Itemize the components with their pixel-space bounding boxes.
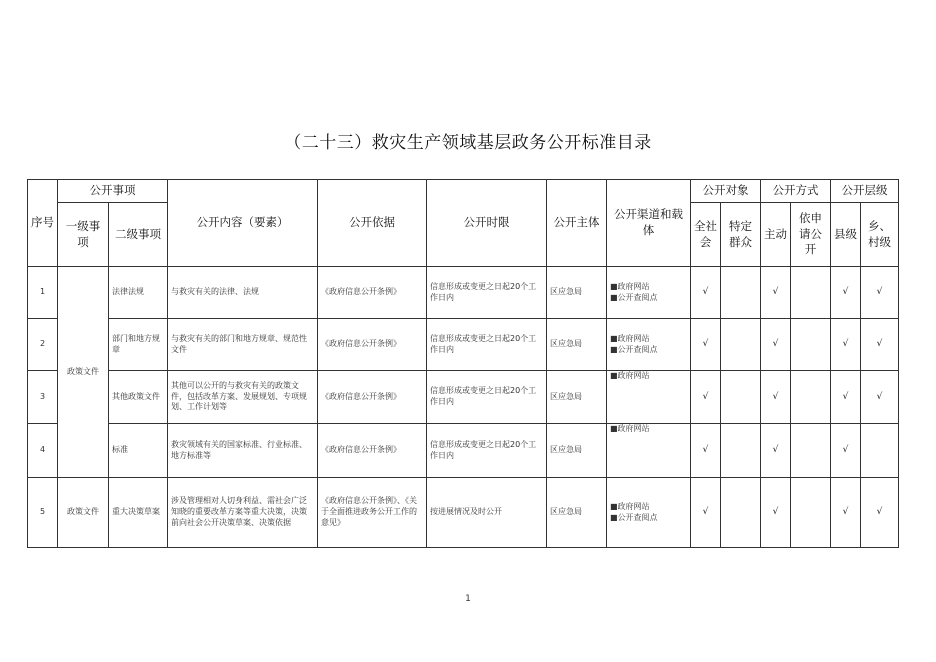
table-row	[28, 267, 899, 319]
channel-item: ■公开查阅点	[610, 512, 658, 522]
header-level-town: 乡、村级	[861, 203, 899, 267]
header-level-county: 县级	[831, 203, 861, 267]
channel-item: ■政府网站	[610, 501, 650, 511]
check-active: √	[761, 424, 791, 478]
level1-cell: 政策文件	[58, 267, 109, 478]
check-county: √	[831, 267, 861, 319]
header-level1: 一级事项	[58, 203, 109, 267]
check-apply	[791, 319, 831, 371]
page-number: 1	[465, 594, 471, 604]
check-specific	[721, 371, 761, 424]
channel-cell	[607, 319, 691, 371]
level2-cell: 部门和地方规章	[109, 319, 168, 371]
check-all: √	[691, 319, 721, 371]
basis-cell: 《政府信息公开条例》	[318, 424, 427, 478]
level1-cell: 政策文件	[58, 478, 109, 548]
check-specific	[721, 424, 761, 478]
time-limit-cell: 信息形成或变更之日起20个工作日内	[427, 424, 547, 478]
channel-cell	[607, 478, 691, 548]
content-cell: 救灾领域有关的国家标准、行业标准、地方标准等	[168, 424, 318, 478]
check-specific	[721, 267, 761, 319]
subject-cell: 区应急局	[547, 424, 607, 478]
subject-cell: 区应急局	[547, 267, 607, 319]
time-limit-cell: 按进展情况及时公开	[427, 478, 547, 548]
content-cell: 与救灾有关的法律、法规	[168, 267, 318, 319]
header-content: 公开内容（要素）	[168, 180, 318, 267]
time-limit-cell: 信息形成或变更之日起20个工作日内	[427, 319, 547, 371]
check-town: √	[861, 319, 899, 371]
basis-cell: 《政府信息公开条例》	[318, 267, 427, 319]
check-apply	[791, 424, 831, 478]
time-limit-cell: 信息形成或变更之日起20个工作日内	[427, 371, 547, 424]
table-row	[28, 424, 899, 478]
check-county: √	[831, 478, 861, 548]
channel-cell	[607, 267, 691, 319]
channel-item: ■政府网站	[610, 371, 650, 380]
check-all: √	[691, 267, 721, 319]
channel-item: ■公开查阅点	[610, 292, 658, 302]
row-number: 3	[28, 371, 58, 424]
catalog-table	[27, 179, 899, 548]
check-active: √	[761, 267, 791, 319]
header-basis: 公开依据	[318, 180, 427, 267]
channel-item: ■公开查阅点	[610, 344, 658, 354]
content-cell: 涉及管理相对人切身利益、需社会广泛知晓的重要改革方案等重大决策，决策前向社会公开决策草案、决策依据	[168, 478, 318, 548]
check-active: √	[761, 478, 791, 548]
basis-cell: 《政府信息公开条例》、《关于全面推进政务公开工作的意见》	[318, 478, 427, 548]
check-town: √	[861, 478, 899, 548]
check-specific	[721, 478, 761, 548]
table-row	[28, 371, 899, 424]
header-method-group: 公开方式	[761, 180, 831, 203]
level2-cell: 法律法规	[109, 267, 168, 319]
check-active: √	[761, 319, 791, 371]
row-number: 2	[28, 319, 58, 371]
header-target-specific: 特定群众	[721, 203, 761, 267]
check-town: √	[861, 371, 899, 424]
channel-item: ■政府网站	[610, 333, 650, 343]
header-method-active: 主动	[761, 203, 791, 267]
time-limit-cell: 信息形成或变更之日起20个工作日内	[427, 267, 547, 319]
check-all: √	[691, 478, 721, 548]
table-row	[28, 319, 899, 371]
content-cell: 其他可以公开的与救灾有关的政策文件，包括改革方案、发展规划、专项规划、工作计划等	[168, 371, 318, 424]
header-method-apply: 依申请公开	[791, 203, 831, 267]
basis-cell: 《政府信息公开条例》	[318, 319, 427, 371]
header-level-group: 公开层级	[831, 180, 899, 203]
check-active: √	[761, 371, 791, 424]
check-county: √	[831, 319, 861, 371]
check-all: √	[691, 371, 721, 424]
check-town: √	[861, 267, 899, 319]
level2-cell: 重大决策草案	[109, 478, 168, 548]
header-subject: 公开主体	[547, 180, 607, 267]
check-specific	[721, 319, 761, 371]
header-seq: 序号	[28, 180, 58, 267]
check-apply	[791, 371, 831, 424]
row-number: 4	[28, 424, 58, 478]
header-target-group: 公开对象	[691, 180, 761, 203]
header-target-all: 全社会	[691, 203, 721, 267]
table-row	[28, 478, 899, 548]
header-channel: 公开渠道和载体	[607, 180, 691, 267]
channel-item: ■政府网站	[610, 281, 650, 291]
header-level2: 二级事项	[109, 203, 168, 267]
subject-cell: 区应急局	[547, 319, 607, 371]
check-county: √	[831, 424, 861, 478]
check-county: √	[831, 371, 861, 424]
level2-cell: 标准	[109, 424, 168, 478]
check-all: √	[691, 424, 721, 478]
check-apply	[791, 478, 831, 548]
channel-cell	[607, 424, 691, 478]
content-cell: 与救灾有关的部门和地方规章、规范性文件	[168, 319, 318, 371]
row-number: 5	[28, 478, 58, 548]
channel-cell	[607, 371, 691, 424]
channel-item: ■政府网站	[610, 424, 650, 433]
header-items-group: 公开事项	[58, 180, 168, 203]
basis-cell: 《政府信息公开条例》	[318, 371, 427, 424]
check-apply	[791, 267, 831, 319]
header-time-limit: 公开时限	[427, 180, 547, 267]
level2-cell: 其他政策文件	[109, 371, 168, 424]
check-town	[861, 424, 899, 478]
subject-cell: 区应急局	[547, 371, 607, 424]
subject-cell: 区应急局	[547, 478, 607, 548]
row-number: 1	[28, 267, 58, 319]
page-title: （二十三）救灾生产领域基层政务公开标准目录	[284, 133, 652, 153]
